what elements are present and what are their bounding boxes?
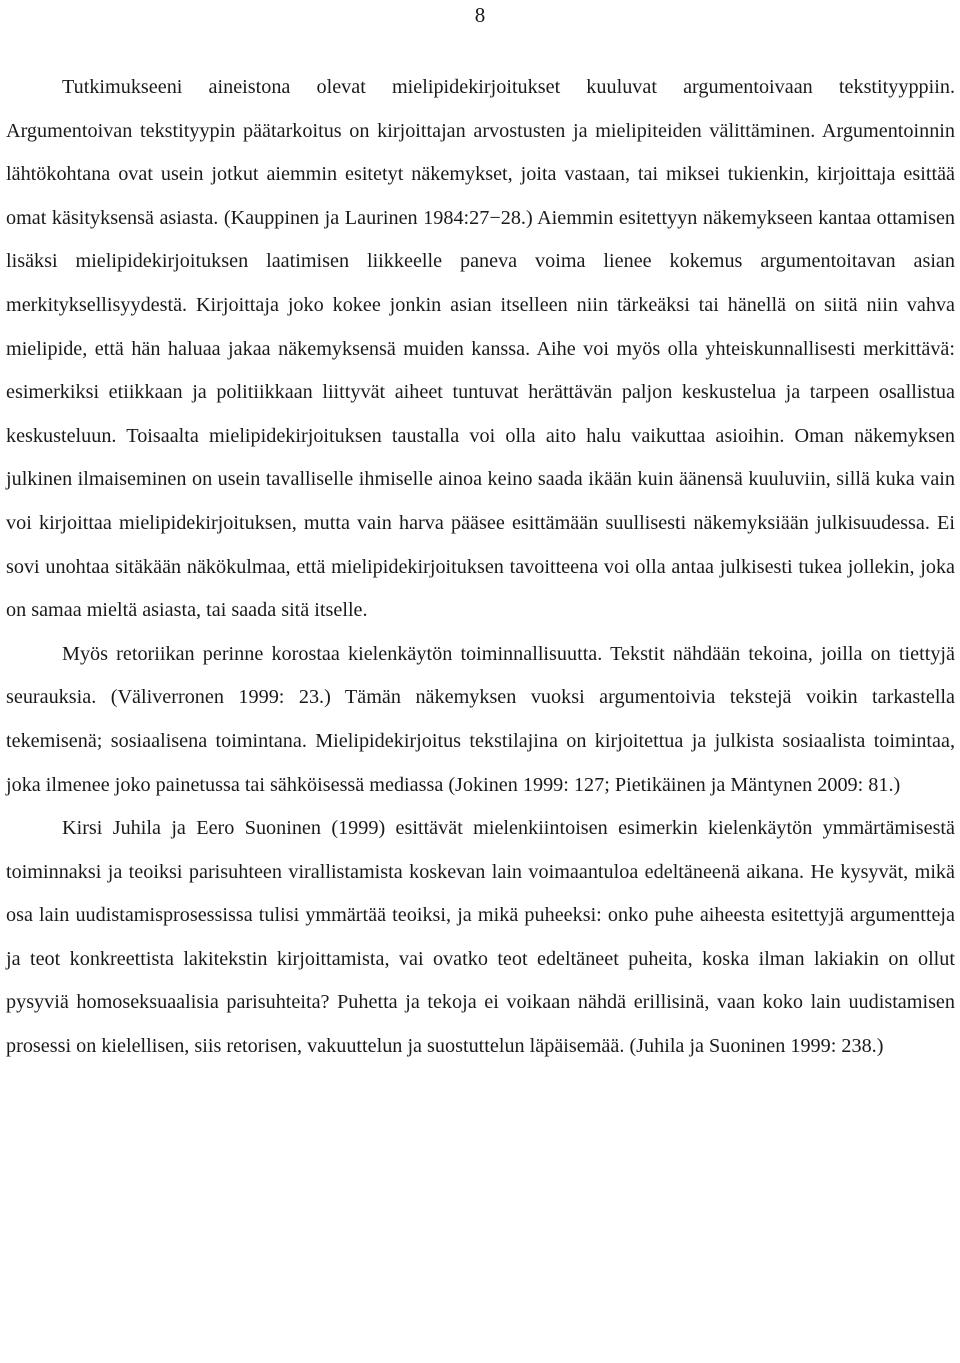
paragraph-1: Tutkimukseeni aineistona olevat mielipidekirjoitukset kuuluvat argumentoivaan tekstityyppiin. Argumentoivan tekstityypin päätarkoitus on kirjoittajan arvostusten ja mielipiteiden välittäminen. Argumentoinnin lähtökohtana ovat usein jotkut aiemmin esitetyt näkemykset, joita vastaan, tai miksei tukienkin, kirjoittaja esittää omat käsityksensä asiasta. (Kauppinen ja Laurinen 1984:27−28.) Aiemmin esitettyyn näkemykseen kantaa ottamisen lisäksi mielipidekirjoituksen laatimisen liikkeelle paneva voima lienee kokemus argumentoitavan asian merkityksellisyydestä. Kirjoittaja joko kokee jonkin asian itselleen niin tärkeäksi tai hänellä on siitä niin vahva mielipide, että hän haluaa jakaa näkemyksensä muiden kanssa. Aihe voi myös olla yhteiskunnallisesti merkittävä: esimerkiksi etiikkaan ja politiikkaan liittyvät aiheet tuntuvat herättävän paljon keskustelua ja tarpeen osallistua keskusteluun. Toisaalta mielipidekirjoituksen taustalla voi olla aito halu vaikuttaa asioihin. Oman näkemyksen julkinen ilmaiseminen on usein tavalliselle ihmiselle ainoa keino saada ikään kuin äänensä kuuluviin, sillä kuka vain voi kirjoittaa mielipidekirjoituksen, mutta vain harva pääsee esittämään suullisesti näkemyksiään julkisuudessa. Ei sovi unohtaa sitäkään näkökulmaa, että mielipidekirjoituksen tavoitteena voi olla antaa julkisesti tukea jollekin, joka on samaa mieltä asiasta, tai saada sitä itselle. (6, 76, 955, 622)
paragraph-2: Myös retoriikan perinne korostaa kielenkäytön toiminnallisuutta. Tekstit nähdään tekoina, joilla on tiettyjä seurauksia. (Väliverronen 1999: 23.) Tämän näkemyksen vuoksi argumentoivia tekstejä voikin tarkastella tekemisenä; sosiaalisena toimintana. Mielipidekirjoitus tekstilajina on kirjoitettua ja julkista sosiaalista toimintaa, joka ilmenee joko painetussa tai sähköisessä mediassa (Jokinen 1999: 127; Pietikäinen ja Mäntynen 2009: 81.) (6, 642, 955, 796)
paragraph-3: Kirsi Juhila ja Eero Suoninen (1999) esittävät mielenkiintoisen esimerkin kielenkäytön ymmärtämisestä toiminnaksi ja teoiksi parisuhteen virallistamista koskevan lain voimaantuloa edeltäneenä aikana. He kysyvät, mikä osa lain uudistamisprosessissa tulisi ymmärtää teoiksi, ja mikä puheeksi: onko puhe aiheesta esitettyjä argumentteja ja teot konkreettista lakitekstin kirjoittamista, vai ovatko teot edeltäneet puheita, koska ilman lakiakin on ollut pysyviä homoseksuaalisia parisuhteita? Puhetta ja tekoja ei voikaan nähdä erillisinä, vaan koko lain uudistamisen prosessi on kielellisen, siis retorisen, vakuuttelun ja suostuttelun läpäisemää. (Juhila ja Suoninen 1999: 238.) (6, 817, 955, 1058)
body-text (6, 66, 955, 1069)
page-number: 8 (474, 3, 486, 27)
